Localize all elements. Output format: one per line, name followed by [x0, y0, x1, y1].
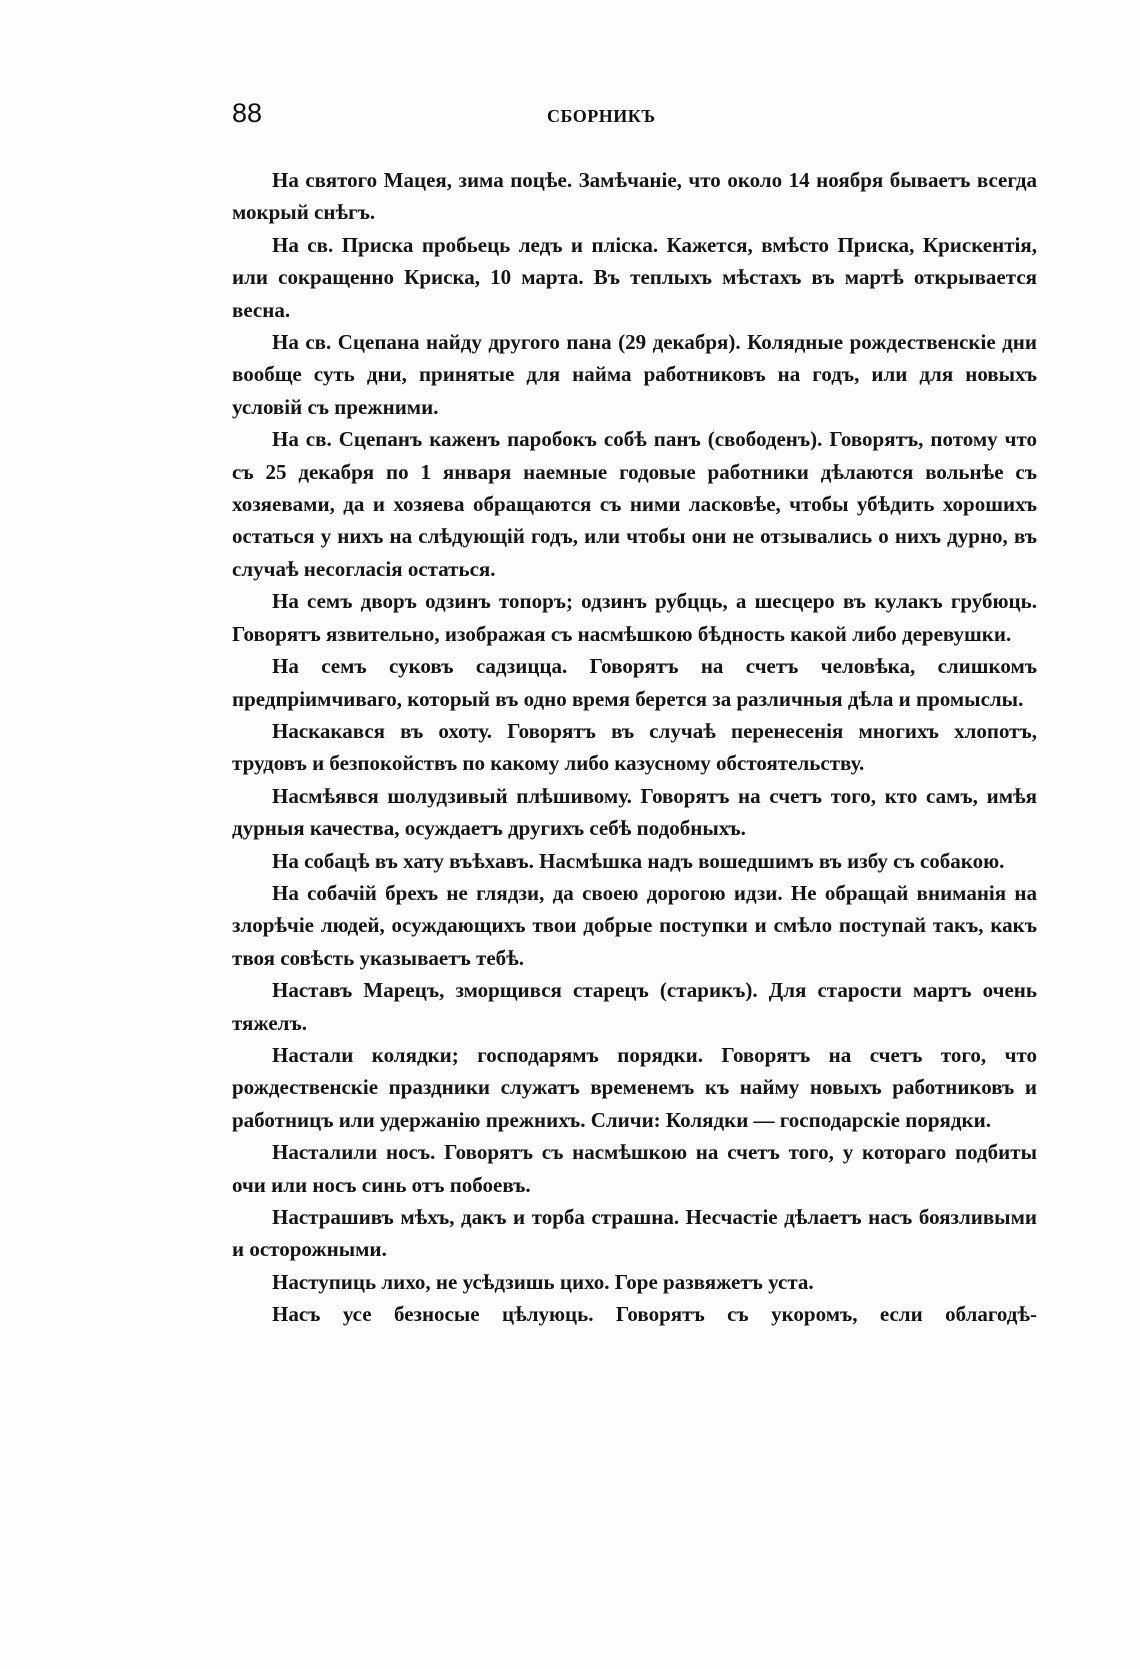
proverb-entry: На собачій брехъ не глядзи, да своею дорогою идзи. Не обращай вниманія на злорѣчіе людей, осуждающихъ твои добрые поступки и смѣло поступай такъ, какъ твоя совѣсть указываетъ тебѣ. [232, 880, 1037, 970]
proverb-entry: Наскакався въ охоту. Говорятъ въ случаѣ перенесенія многихъ хлопотъ, трудовъ и безпокойствъ по какому либо казусному обстоятельству. [232, 718, 1037, 776]
proverb-entry: Настали колядки; господарямъ порядки. Говорятъ на счетъ того, что рождественскіе праздники служатъ временемъ къ найму новыхъ работниковъ и работницъ или удержанію прежнихъ. Сличи: Колядки — господарскіе порядки. [232, 1042, 1037, 1132]
proverb-entry: Настрашивъ мѣхъ, дакъ и торба страшна. Несчастіе дѣлаетъ насъ боязливыми и осторожными. [232, 1205, 1037, 1262]
body-text [232, 164, 1037, 1331]
proverb-entry: Наставъ Марецъ, зморщився старецъ (старикъ). Для старости мартъ очень тяжелъ. [232, 978, 1037, 1035]
proverb-entry: На св. Сцепанъ каженъ паробокъ собѣ панъ (свободенъ). Говорятъ, потому что съ 25 декабря по 1 января наемные годовые работники дѣлаются вольнѣе съ хозяевами, да и хозяева обращаются съ ними ласковѣе, чтобы убѣдить хорошихъ остаться у нихъ на слѣдующій годъ, или чтобы они не отзывались о нихъ дурно, въ случаѣ несогласія остаться. [232, 427, 1037, 581]
proverb-entry: На святого Мацея, зима поцѣе. Замѣчаніе, что около 14 ноября бываетъ всегда мокрый снѣгъ. [232, 168, 1037, 225]
proverb-entry: На св. Приска пробьець ледъ и пліска. Кажется, вмѣсто Приска, Крискентія, или сокращенно Криска, 10 марта. Въ теплыхъ мѣстахъ въ мартѣ открывается весна. [232, 232, 1037, 322]
page-header [232, 98, 1037, 138]
proverb-entry: Насмѣявся шолудзивый плѣшивому. Говорятъ на счетъ того, кто самъ, имѣя дурныя качества, осуждаетъ другихъ себѣ подобныхъ. [232, 783, 1037, 841]
proverb-entry: Наступиць лихо, не усѣдзишь цихо. Горе развяжетъ уста. [272, 1269, 814, 1294]
running-head: СБОРНИКЪ [547, 106, 656, 126]
proverb-entry: На семъ дворъ одзинъ топоръ; одзинъ рубцць, а шесцеро въ кулакъ грубюць. Говорятъ язвительно, изображая съ насмѣшкою бѣдность какой либо деревушки. [232, 589, 1037, 646]
proverb-entry: Насъ усе безносые цѣлуюць. Говорятъ съ укоромъ, если облагодѣ- [272, 1302, 1037, 1327]
proverb-entry: На собацѣ въ хату въѣхавъ. Насмѣшка надъ вошедшимъ въ избу съ собакою. [272, 848, 1005, 873]
proverb-entry: На св. Сцепана найду другого пана (29 декабря). Колядные рождественскіе дни вообще суть дни, принятые для найма работниковъ на годъ, или для новыхъ условій съ прежними. [232, 330, 1037, 419]
proverb-entry: Насталили носъ. Говорятъ съ насмѣшкою на счетъ того, у котораго подбиты очи или носъ синь отъ побоевъ. [232, 1140, 1037, 1197]
page-number: 88 [232, 98, 263, 128]
proverb-entry: На семъ суковъ садзицца. Говорятъ на счетъ человѣка, слишкомъ предпріимчиваго, который въ одно время берется за различныя дѣла и промыслы. [232, 654, 1037, 711]
